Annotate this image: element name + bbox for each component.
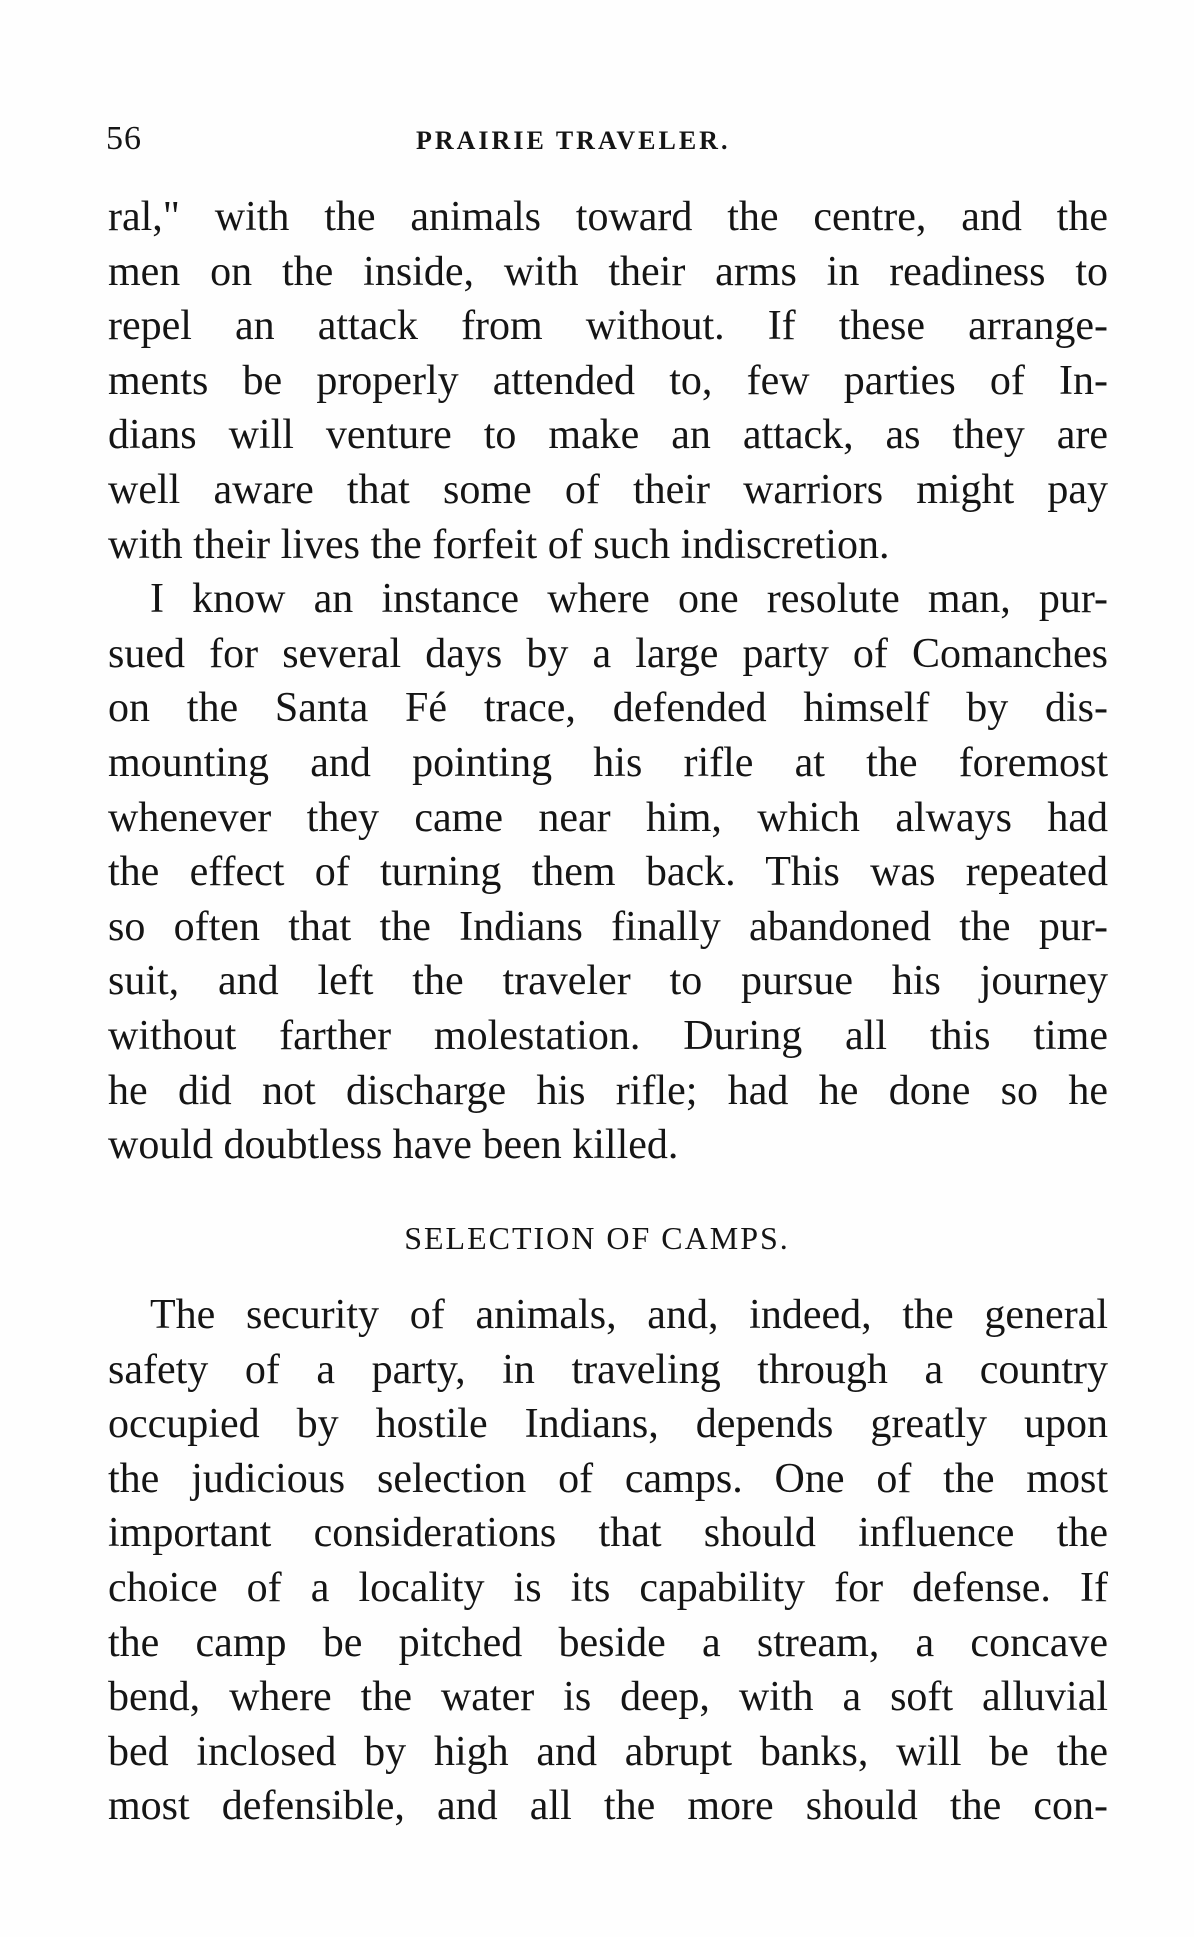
text-line: dians will venture to make an attack, as they are: [108, 412, 1108, 459]
text-line: he did not discharge his rifle; had he done so he: [108, 1067, 1108, 1114]
text-line: bed inclosed by high and abrupt banks, will be the: [108, 1728, 1108, 1775]
text-line: whenever they came near him, which always had: [108, 794, 1108, 841]
text-line: the camp be pitched beside a stream, a concave: [108, 1619, 1108, 1666]
text-line: suit, and left the traveler to pursue his journey: [108, 958, 1108, 1005]
text-line: on the Santa Fé trace, defended himself by dis-: [108, 685, 1108, 732]
paragraph-block-2: [108, 1288, 1108, 1834]
running-title: PRAIRIE TRAVELER.: [416, 126, 731, 155]
text-line: ral," with the animals toward the centre, and the: [108, 194, 1108, 240]
paragraph-block-1: [108, 190, 1108, 1173]
text-line: the effect of turning them back. This was repeated: [108, 849, 1108, 896]
text-line: important considerations that should influence the: [108, 1510, 1108, 1557]
text-line: sued for several days by a large party of Comanches: [108, 630, 1108, 677]
text-line: so often that the Indians finally abandoned the pur-: [108, 903, 1108, 950]
text-line: with their lives the forfeit of such indiscretion.: [108, 521, 890, 568]
text-line: The security of animals, and, indeed, the general: [150, 1292, 1108, 1338]
running-head: [106, 120, 1106, 160]
text-line: bend, where the water is deep, with a soft alluvial: [108, 1674, 1108, 1721]
text-line: I know an instance where one resolute man, pur-: [150, 576, 1108, 623]
text-line: repel an attack from without. If these arrange-: [108, 303, 1108, 350]
text-line: most defensible, and all the more should the con-: [108, 1783, 1108, 1830]
text-line: mounting and pointing his rifle at the foremost: [108, 739, 1108, 786]
text-line: the judicious selection of camps. One of the most: [108, 1455, 1108, 1502]
text-line: ments be properly attended to, few parties of In-: [108, 357, 1108, 404]
text-line: would doubtless have been killed.: [108, 1122, 679, 1169]
page-number: 56: [106, 120, 142, 157]
text-line: occupied by hostile Indians, depends greatly upon: [108, 1401, 1108, 1448]
text-line: men on the inside, with their arms in readiness to: [108, 248, 1108, 295]
section-heading: SELECTION OF CAMPS.: [404, 1220, 790, 1256]
text-line: without farther molestation. During all this time: [108, 1012, 1108, 1059]
text-line: choice of a locality is its capability for defense. If: [108, 1564, 1108, 1611]
text-line: safety of a party, in traveling through a country: [108, 1346, 1108, 1393]
text-line: well aware that some of their warriors might pay: [108, 466, 1108, 513]
